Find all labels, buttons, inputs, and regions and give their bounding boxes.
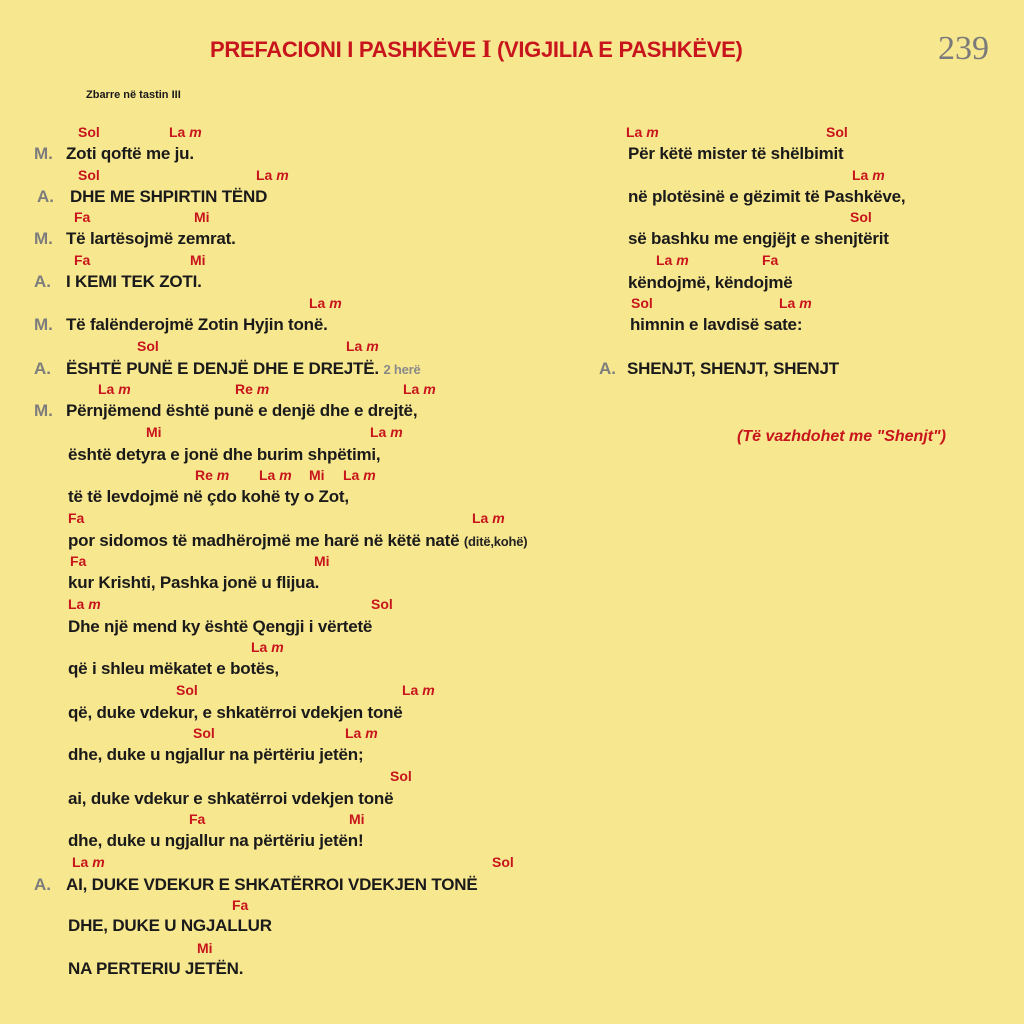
chord: Mi	[349, 811, 365, 827]
lyric-line: DHE ME SHPIRTIN TËND	[70, 187, 268, 206]
lyric-line: që i shleu mëkatet e botës,	[68, 659, 279, 678]
chord: Mi	[146, 424, 162, 440]
chord-row	[0, 811, 560, 827]
chord: La m	[345, 725, 378, 741]
chord-row	[0, 381, 560, 397]
alt-note: (ditë,kohë)	[463, 534, 528, 549]
lyric-line: dhe, duke u ngjallur na përtëriu jetën;	[68, 745, 364, 764]
chord-row	[0, 596, 560, 612]
chord: Sol	[78, 167, 100, 183]
chord-row	[0, 252, 1000, 268]
chord: Fa	[68, 510, 85, 526]
chord: La m	[68, 596, 101, 612]
lyric-line: Të lartësojmë zemrat.	[66, 229, 236, 248]
chord: Sol	[137, 338, 159, 354]
chord: La m	[403, 381, 436, 397]
lyric-line: së bashku me engjëjt e shenjtërit	[628, 229, 889, 248]
chord: La m	[656, 252, 689, 268]
lyric-line: NA PERTERIU JETËN.	[68, 959, 244, 978]
lyric-line: por sidomos të madhërojmë me harë në këtë natë (ditë,kohë)	[68, 531, 528, 550]
chord: Mi	[197, 940, 213, 956]
lyric-line: këndojmë, këndojmë	[628, 273, 793, 292]
lyric-line: Për këtë mister të shëlbimit	[628, 144, 844, 163]
chord: La m	[346, 338, 379, 354]
chord-row	[0, 854, 560, 870]
lyric-line: Përnjëmend është punë e denjë dhe e drejtë,	[66, 401, 418, 420]
chord: La m	[309, 295, 342, 311]
role-label: A.	[34, 875, 51, 894]
chord: Sol	[371, 596, 393, 612]
chord: Fa	[189, 811, 206, 827]
chord: Fa	[232, 897, 249, 913]
page-number: 239	[938, 30, 989, 67]
lyric-line: Zoti qoftë me ju.	[66, 144, 194, 163]
page-title: PREFACIONI I PASHKËVE I (VIGJILIA E PASHKËVE)	[210, 36, 743, 63]
chord-row	[0, 467, 560, 483]
chord-row	[0, 639, 560, 655]
chord: La m	[98, 381, 131, 397]
chord-row	[0, 553, 560, 569]
chord: Sol	[850, 209, 872, 225]
chord: Sol	[631, 295, 653, 311]
role-label: M.	[34, 401, 53, 420]
lyric-line: kur Krishti, Pashka jonë u flijua.	[68, 573, 320, 592]
lyric-line: himnin e lavdisë sate:	[630, 315, 803, 334]
chord: Sol	[492, 854, 514, 870]
chord: Sol	[176, 682, 198, 698]
chord: La m	[169, 124, 202, 140]
lyric-line: ËSHTË PUNË E DENJË DHE E DREJTË. 2 herë	[66, 359, 421, 378]
lyric-line: AI, DUKE VDEKUR E SHKATËRROI VDEKJEN TONË	[66, 875, 478, 894]
lyric-line: dhe, duke u ngjallur na përtëriu jetën!	[68, 831, 364, 850]
chord: Re m	[235, 381, 270, 397]
chord-row	[0, 167, 1000, 183]
lyric-line: është detyra e jonë dhe burim shpëtimi,	[68, 445, 381, 464]
chord-row	[0, 295, 1000, 311]
chord: La m	[852, 167, 885, 183]
chord: La m	[779, 295, 812, 311]
chord: Mi	[194, 209, 210, 225]
lyric-line: që, duke vdekur, e shkatërroi vdekjen tonë	[68, 703, 403, 722]
chord: Re m	[195, 467, 230, 483]
chord: La m	[343, 467, 376, 483]
role-label: A.	[37, 187, 54, 206]
chord-row	[0, 209, 1000, 225]
lyric-line: Dhe një mend ky është Qengji i vërtetë	[68, 617, 373, 636]
chord: La m	[626, 124, 659, 140]
chord: Fa	[74, 209, 91, 225]
chord-row	[0, 338, 560, 354]
role-label: A.	[599, 359, 616, 378]
lyric-line: Të falënderojmë Zotin Hyjin tonë.	[66, 315, 328, 334]
chord: Sol	[78, 124, 100, 140]
chord: Fa	[74, 252, 91, 268]
lyric-line: I KEMI TEK ZOTI.	[66, 272, 202, 291]
role-label: M.	[34, 315, 53, 334]
continuation-note: (Të vazhdohet me "Shenjt")	[737, 428, 946, 445]
chord: La m	[72, 854, 105, 870]
repeat-note: 2 herë	[383, 362, 421, 377]
lyric-line: ai, duke vdekur e shkatërroi vdekjen tonë	[68, 789, 394, 808]
chord: Sol	[826, 124, 848, 140]
chord-row	[0, 897, 560, 913]
chord: Fa	[762, 252, 779, 268]
lyric-line: në plotësinë e gëzimit të Pashkëve,	[628, 187, 906, 206]
chord: Mi	[190, 252, 206, 268]
lyric-line: DHE, DUKE U NGJALLUR	[68, 916, 272, 935]
role-label: A.	[34, 359, 51, 378]
chord: La m	[256, 167, 289, 183]
chord-row	[0, 682, 560, 698]
chord: La m	[402, 682, 435, 698]
role-label: A.	[34, 272, 51, 291]
chord-row	[0, 725, 560, 741]
chord-row	[0, 424, 560, 440]
chord: Sol	[390, 768, 412, 784]
chord: Mi	[309, 467, 325, 483]
lyric-line: SHENJT, SHENJT, SHENJT	[627, 359, 839, 378]
chord: La m	[370, 424, 403, 440]
chord-row	[0, 124, 1000, 140]
key-note: Zbarre në tastin III	[86, 89, 181, 101]
chord: La m	[251, 639, 284, 655]
chord: La m	[472, 510, 505, 526]
chord-row	[0, 768, 560, 784]
chord-row	[0, 940, 560, 956]
chord-row	[0, 510, 560, 526]
lyric-line: të të levdojmë në çdo kohë ty o Zot,	[68, 487, 349, 506]
chord: Fa	[70, 553, 87, 569]
chord: Mi	[314, 553, 330, 569]
role-label: M.	[34, 144, 53, 163]
role-label: M.	[34, 229, 53, 248]
chord: La m	[259, 467, 292, 483]
chord: Sol	[193, 725, 215, 741]
